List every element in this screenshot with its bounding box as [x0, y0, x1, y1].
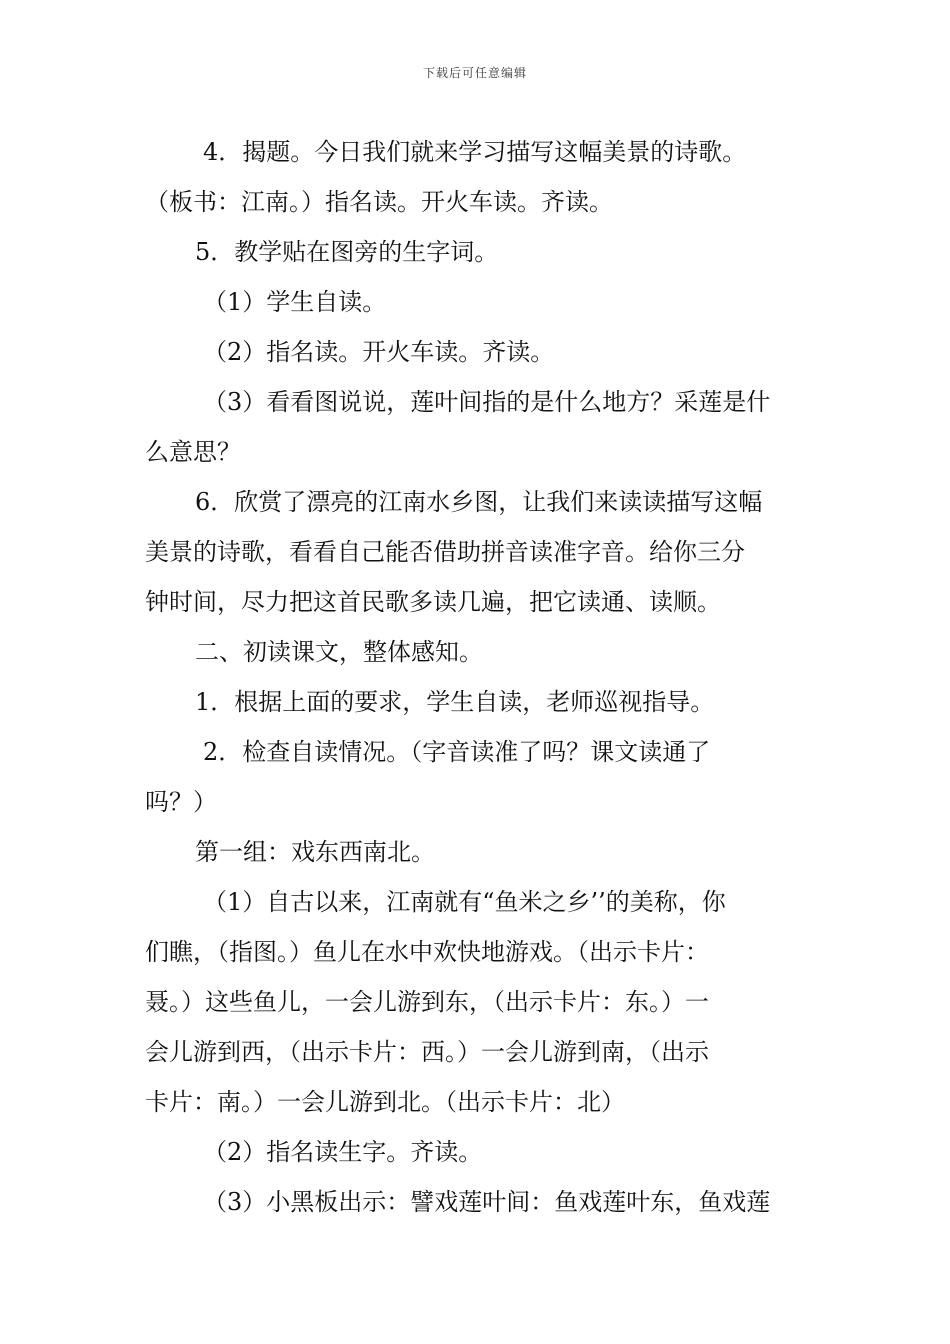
- document-body: [145, 127, 810, 1227]
- text-line: 第一组：戏东西南北。: [195, 838, 435, 866]
- text-line: （板书：江南。）指名读。开火车读。齐读。: [145, 188, 613, 216]
- text-line: 6．欣赏了漂亮的江南水乡图，让我们来读读描写这幅: [195, 488, 763, 516]
- text-line: 美景的诗歌，看看自己能否借助拼音读准字音。给你三分: [145, 538, 745, 566]
- text-line: （1）自古以来，江南就有“鱼米之乡’’的美称，你: [203, 888, 726, 916]
- text-line: 会儿游到西，（出示卡片：西。）一会儿游到南，（出示: [145, 1038, 709, 1066]
- text-line: （2）指名读生字。齐读。: [203, 1138, 483, 1166]
- text-line: （3）看看图说说，莲叶间指的是什么地方？采莲是什: [203, 388, 771, 416]
- text-line: （3）小黑板出示：譬戏莲叶间：鱼戏莲叶东，鱼戏莲: [203, 1188, 771, 1216]
- page-header: 下载后可任意编辑: [422, 66, 527, 80]
- text-line: 卡片：南。）一会儿游到北。（出示卡片：北）: [145, 1088, 625, 1116]
- text-line: 2．检查自读情况。（字音读准了吗？课文读通了: [203, 738, 711, 766]
- section-heading: 二、初读课文，整体感知。: [195, 638, 483, 666]
- text-line: 聂。）这些鱼儿，一会儿游到东，（出示卡片：东。）一: [145, 988, 709, 1016]
- text-line: 吗？）: [145, 788, 217, 816]
- text-line: 钟时间，尽力把这首民歌多读几遍，把它读通、读顺。: [145, 588, 721, 616]
- text-line: 1．根据上面的要求，学生自读，老师巡视指导。: [195, 688, 715, 716]
- text-line: 么意思？: [145, 438, 241, 466]
- text-line: 5．教学贴在图旁的生字词。: [195, 238, 499, 266]
- text-line: 们瞧，（指图。）鱼儿在水中欢快地游戏。（出示卡片：: [145, 938, 709, 966]
- text-line: （1）学生自读。: [203, 288, 387, 316]
- text-line: （2）指名读。开火车读。齐读。: [203, 338, 555, 366]
- text-line: 4．揭题。今日我们就来学习描写这幅美景的诗歌。: [203, 138, 747, 166]
